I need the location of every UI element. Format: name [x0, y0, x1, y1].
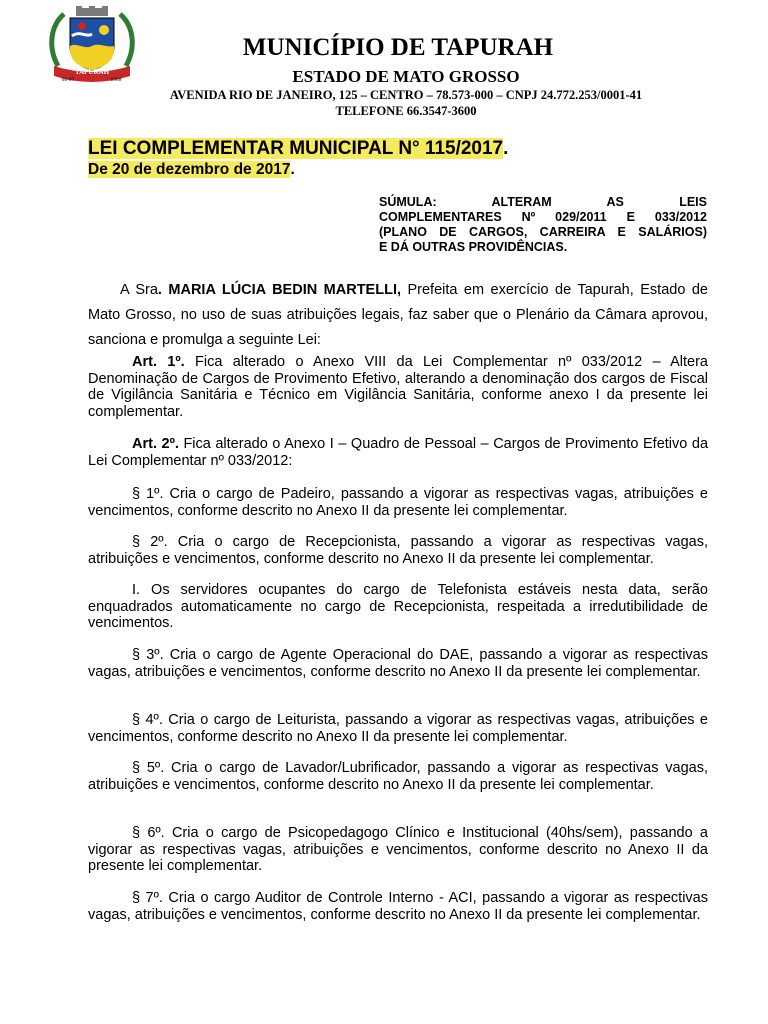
intro-text: Prefeita em exercício de Tapurah, Estado de Mato Grosso, no uso de suas atribuições legais, faz saber que o Plenário da Câmara aprovou, sanciona e promulga a seguinte Lei: [88, 282, 708, 348]
paragraph-6-text: § 6º. Cria o cargo de Psicopedagogo Clínico e Institucional (40hs/sem), passando a vigorar as respectivas vagas, atribuições e vencimentos, conforme descrito no Anexo II da presente lei complementar. [88, 825, 708, 874]
paragraph-7 [88, 890, 708, 923]
paragraph-3 [88, 647, 708, 680]
article-1-label: Art. 1º. [132, 354, 185, 370]
intro-paragraph [88, 278, 708, 353]
paragraph-2 [88, 534, 708, 567]
article-2-text: Fica alterado o Anexo I – Quadro de Pessoal – Cargos de Provimento Efetivo da Lei Complementar nº 033/2012: [88, 436, 709, 469]
law-date-text: De 20 de dezembro de 2017 [88, 161, 291, 178]
paragraph-4-text: § 4º. Cria o cargo de Leiturista, passando a vigorar as respectivas vagas, atribuições e vencimentos, conforme descrito no Anexo II da presente lei complementar. [88, 712, 708, 745]
article-1-text: Fica alterado o Anexo VIII da Lei Complementar nº 033/2012 – Altera Denominação de Cargos de Provimento Efetivo, alterando a denominação dos cargos de Fiscal de Vigilância Sanitária e Técnico em Vigilância Sanitária, conforme anexo I da presente lei complementar. [88, 354, 708, 420]
article-1 [88, 354, 708, 420]
paragraph-3-text: § 3º. Cria o cargo de Agente Operacional do DAE, passando a vigorar as respectivas vagas, atribuições e vencimentos, conforme descrito no Anexo II da presente lei complementar. [88, 647, 708, 680]
sumula-line-2: COMPLEMENTARES Nº 029/2011 E 033/2012 [379, 210, 707, 224]
crest-date-right: 1988 [110, 77, 122, 82]
sumula-block [379, 195, 707, 255]
sumula-line-1: SÚMULA: ALTERAM AS LEIS [379, 195, 707, 209]
paragraph-2-text: § 2º. Cria o cargo de Recepcionista, passando a vigorar as respectivas vagas, atribuições e vencimentos, conforme descrito no Anexo II da presente lei complementar. [88, 534, 708, 567]
law-title-text: LEI COMPLEMENTAR MUNICIPAL N° 115/2017 [88, 138, 504, 159]
paragraph-4 [88, 712, 708, 745]
phone-line: TELEFONE 66.3547-3600 [335, 104, 477, 118]
paragraph-5 [88, 760, 708, 793]
item-i [88, 582, 708, 632]
crest-text: TAPURAH [74, 68, 110, 76]
law-title-end: . [503, 138, 509, 159]
crest-date-left: 08-07 [61, 77, 75, 82]
sumula-line-4: E DÁ OUTRAS PROVIDÊNCIAS. [379, 240, 568, 254]
law-title [88, 138, 508, 160]
item-i-text: I. Os servidores ocupantes do cargo de Telefonista estáveis nesta data, serão enquadrados automaticamente no cargo de Recepcionista, respeitada a irredutibilidade de vencimentos. [88, 582, 708, 631]
sumula-line-3: (PLANO DE CARGOS, CARREIRA E SALÁRIOS) [379, 225, 707, 239]
address-line: AVENIDA RIO DE JANEIRO, 125 – CENTRO – 78.573-000 – CNPJ 24.772.253/0001-41 [169, 88, 643, 102]
article-2-label: Art. 2º. [132, 436, 179, 452]
paragraph-7-text: § 7º. Cria o cargo Auditor de Controle Interno - ACI, passando a vigorar as respectivas vagas, atribuições e vencimentos, conforme descrito no Anexo II da presente lei complementar. [88, 890, 708, 923]
paragraph-6 [88, 825, 708, 875]
article-2 [88, 436, 708, 469]
state-title: ESTADO DE MATO GROSSO [292, 67, 520, 86]
paragraph-5-text: § 5º. Cria o cargo de Lavador/Lubrificador, passando a vigorar as respectivas vagas, atribuições e vencimentos, conforme descrito no Anexo II da presente lei complementar. [88, 760, 708, 793]
law-date-end: . [290, 161, 295, 178]
paragraph-1-text: § 1º. Cria o cargo de Padeiro, passando a vigorar as respectivas vagas, atribuições e vencimentos, conforme descrito no Anexo II da presente lei complementar. [88, 486, 708, 519]
paragraph-1 [88, 486, 708, 519]
municipality-title: MUNICÍPIO DE TAPURAH [242, 34, 554, 61]
law-date [88, 161, 295, 179]
mayor-name: . MARIA LÚCIA BEDIN MARTELLI, [157, 282, 401, 298]
intro-prefix: A Sra [120, 282, 158, 298]
